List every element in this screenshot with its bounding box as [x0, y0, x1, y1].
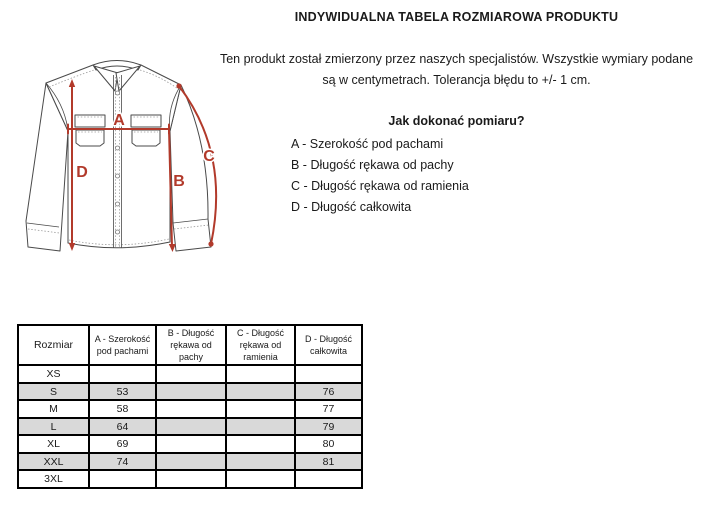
- col-header-d: D - Długość całkowita: [295, 325, 362, 365]
- how-to-measure-title: Jak dokonać pomiaru?: [388, 114, 525, 128]
- cell-size: L: [18, 418, 89, 436]
- table-row-xl: [18, 435, 362, 453]
- cell-size: XS: [18, 365, 89, 383]
- cell-b: [156, 400, 226, 418]
- cell-b: [156, 470, 226, 488]
- col-header-a: A - Szerokość pod pachami: [89, 325, 156, 365]
- cell-b: [156, 383, 226, 401]
- measure-label-d: D: [76, 164, 88, 181]
- intro-paragraph: [190, 49, 723, 91]
- button-icon: [116, 174, 120, 178]
- cell-c: [226, 418, 295, 436]
- measurement-legend: [291, 134, 469, 218]
- measure-b-bottom-arrow: [169, 244, 176, 252]
- cell-size: S: [18, 383, 89, 401]
- left-pocket: [76, 130, 104, 146]
- cell-a: 69: [89, 435, 156, 453]
- legend-item-c: C - Długość rękawa od ramienia: [291, 179, 469, 193]
- cell-size: 3XL: [18, 470, 89, 488]
- cell-c: [226, 383, 295, 401]
- legend-item-d: D - Długość całkowita: [291, 200, 412, 214]
- table-row-s: [18, 383, 362, 401]
- cell-a: 58: [89, 400, 156, 418]
- cell-c: [226, 435, 295, 453]
- cell-d: 80: [295, 435, 362, 453]
- cell-b: [156, 365, 226, 383]
- size-table: [17, 324, 363, 489]
- button-icon: [116, 91, 120, 95]
- cell-b: [156, 453, 226, 471]
- cell-d: 76: [295, 383, 362, 401]
- cell-b: [156, 418, 226, 436]
- right-pocket-flap: [131, 115, 161, 127]
- measure-label-c: C: [203, 148, 215, 165]
- cell-size: XXL: [18, 453, 89, 471]
- col-header-c: C - Długość rękawa od ramienia: [226, 325, 295, 365]
- table-row-xxl: [18, 453, 362, 471]
- measure-d-bottom-arrow: [69, 243, 75, 251]
- legend-item-a: A - Szerokość pod pachami: [291, 137, 444, 151]
- cell-d: 77: [295, 400, 362, 418]
- cell-d: [295, 470, 362, 488]
- right-pocket: [132, 130, 160, 146]
- legend-item-b: B - Długość rękawa od pachy: [291, 158, 454, 172]
- cell-a: [89, 365, 156, 383]
- button-icon: [116, 146, 120, 150]
- page-title: INDYWIDUALNA TABELA ROZMIAROWA PRODUKTU: [294, 10, 619, 24]
- table-row-m: [18, 400, 362, 418]
- table-row-3xl: [18, 470, 362, 488]
- table-row-xs: [18, 365, 362, 383]
- cell-size: XL: [18, 435, 89, 453]
- cell-b: [156, 435, 226, 453]
- cell-a: [89, 470, 156, 488]
- cell-d: [295, 365, 362, 383]
- cell-c: [226, 453, 295, 471]
- intro-text: Ten produkt został zmierzony przez naszych specjalistów. Wszystkie wymiary podane są w centymetrach. Tolerancja błędu to +/- 1 cm.: [219, 52, 694, 87]
- measure-c-end-dot: [208, 241, 213, 246]
- measure-label-b: B: [173, 173, 185, 190]
- cell-size: M: [18, 400, 89, 418]
- button-icon: [116, 202, 120, 206]
- left-pocket-flap: [75, 115, 105, 127]
- col-header-b: B - Długość rękawa od pachy: [156, 325, 226, 365]
- button-icon: [116, 230, 120, 234]
- cell-a: 64: [89, 418, 156, 436]
- cell-c: [226, 400, 295, 418]
- cell-a: 53: [89, 383, 156, 401]
- cell-d: 79: [295, 418, 362, 436]
- col-header-size: Rozmiar: [18, 325, 89, 365]
- cell-c: [226, 365, 295, 383]
- measure-label-a: A: [113, 112, 125, 129]
- shirt-right-sleeve: [170, 85, 211, 251]
- cell-a: 74: [89, 453, 156, 471]
- measure-c-start-dot: [176, 83, 181, 88]
- cell-d: 81: [295, 453, 362, 471]
- table-row-l: [18, 418, 362, 436]
- cell-c: [226, 470, 295, 488]
- shirt-diagram-svg: [18, 53, 238, 273]
- shirt-measurement-diagram: [18, 53, 238, 273]
- size-table-header-row: [18, 325, 362, 365]
